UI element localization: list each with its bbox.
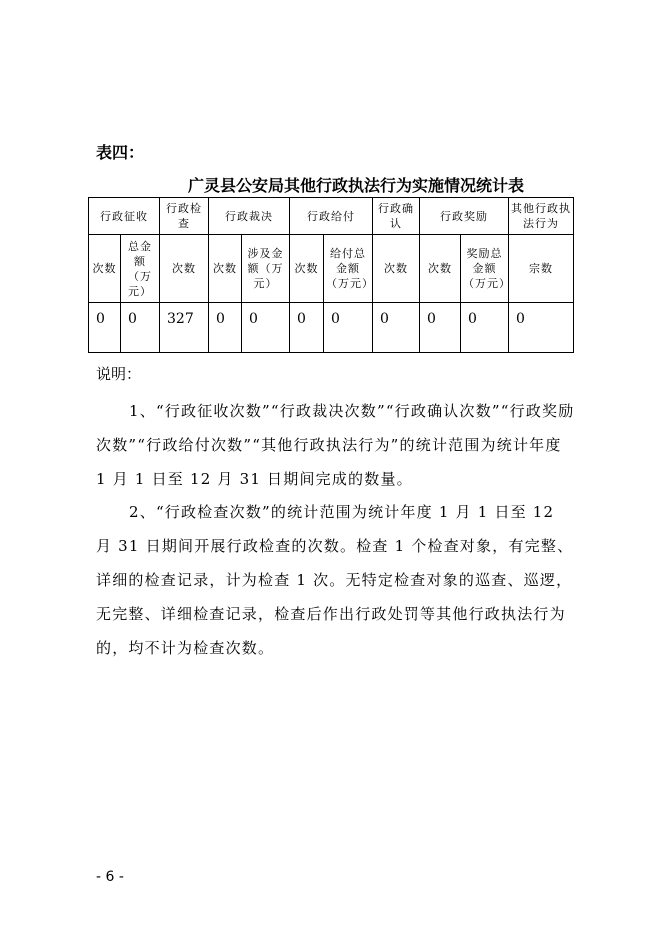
statistics-table [88,197,574,353]
header-confirmation: 行政确认 [373,198,420,235]
sub-collection-amount: 总金额（万元） [121,235,160,303]
sub-payment-count: 次数 [290,235,324,303]
sub-reward-count: 次数 [420,235,461,303]
table-subheader-row [89,235,574,303]
sub-ruling-amount: 涉及金额（万元） [242,235,290,303]
sub-reward-amount: 奖励总金额（万元） [461,235,509,303]
sub-collection-count: 次数 [89,235,121,303]
value-cell: 327 [160,303,209,353]
value-cell: 0 [509,303,574,353]
value-cell: 0 [89,303,121,353]
value-cell: 0 [121,303,160,353]
header-inspection: 行政检查 [160,198,209,235]
value-cell: 0 [461,303,509,353]
note-paragraph-1: 1、“行政征收次数”“行政裁决次数”“行政确认次数”“行政奖励次数”“行政给付次数”“其他行政执法行为”的统计范围为统计年度 1 月 1 日至 12 月 31 日期间完成的数量。 [96,402,575,488]
header-ruling: 行政裁决 [209,198,290,235]
value-cell: 0 [420,303,461,353]
header-collection: 行政征收 [89,198,160,235]
value-cell: 0 [209,303,242,353]
header-reward: 行政奖励 [420,198,509,235]
value-cell: 0 [290,303,324,353]
sub-inspection-count: 次数 [160,235,209,303]
sub-payment-amount: 给付总金额（万元） [324,235,373,303]
header-other-enforcement: 其他行政执法行为 [509,198,574,235]
sub-other-cases: 宗数 [509,235,574,303]
table-title: 广灵县公安局其他行政执法行为实施情况统计表 [187,176,524,195]
table-row [89,303,574,353]
table-number-label: 表四： [96,143,145,162]
notes-heading: 说明： [96,365,142,383]
sub-ruling-count: 次数 [209,235,242,303]
value-cell: 0 [373,303,420,353]
sub-confirmation-count: 次数 [373,235,420,303]
note-paragraph-2: 2、“行政检查次数”的统计范围为统计年度 1 月 1 日至 12 月 31 日期间开展行政检查的次数。检查 1 个检查对象，有完整、详细的检查记录，计为检查 1 次。无特定检查对象的巡查、巡逻，无完整、详细检查记录，检查后作出行政处罚等其他行政执法行为的，均不计为检查次数。 [96,503,574,657]
value-cell: 0 [324,303,373,353]
header-payment: 行政给付 [290,198,373,235]
table-header-row [89,198,574,235]
value-cell: 0 [242,303,290,353]
page-number: - 6 - [96,869,124,885]
